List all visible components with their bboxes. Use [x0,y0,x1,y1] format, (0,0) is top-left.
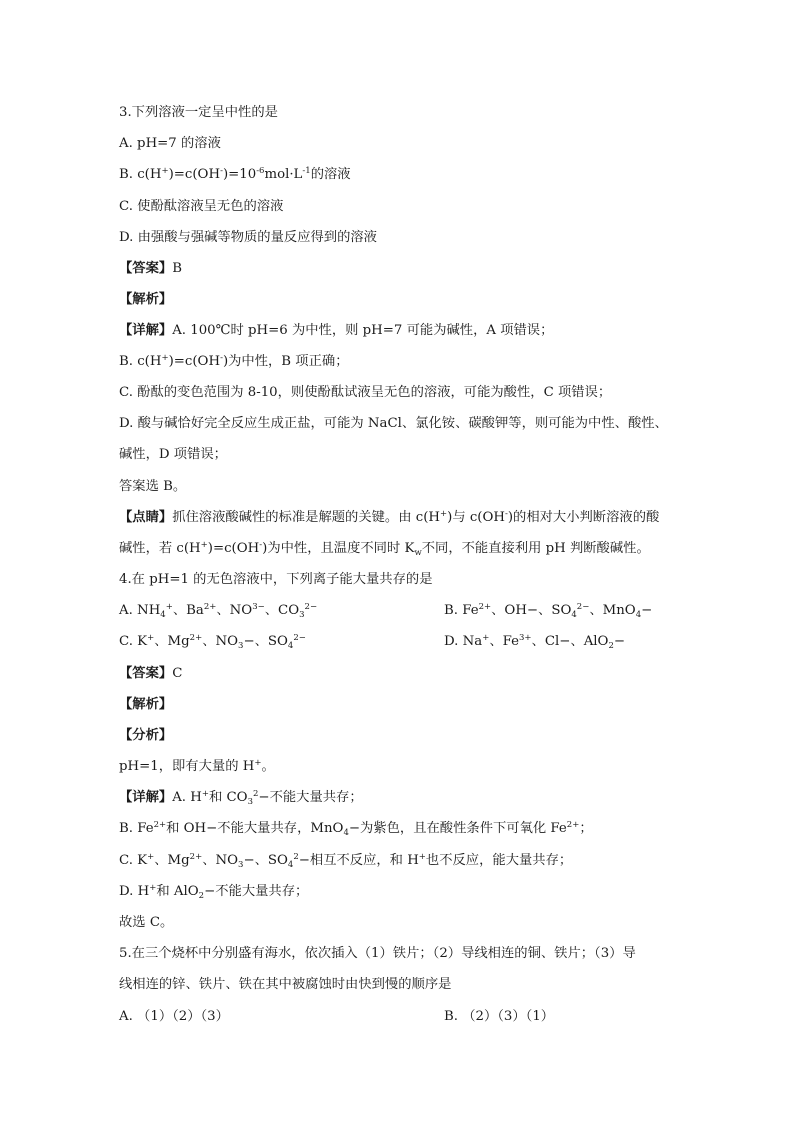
q4-option-d: D. Na+、$Fe^{3+}$、Cl−、AlO$_2$− [444,633,626,651]
q3-detail-d-line2: 碱性，D 项错误； [119,447,227,462]
q4-stem: 4.在 pH=1 的无色溶液中，下列离子能大量共存的是 [119,572,433,587]
q3-option-b: B. $c(H^+)=c(OH^-)=10^{-6}mol\cdot L^{-1}$的溶液 [119,166,351,182]
q3-option-a: A. pH=7 的溶液 [119,136,221,151]
q4-analysis-text: pH=1，即有大量的 H+。 [119,758,275,774]
q3-tip-line1: 【点睛】抓住溶液酸碱性的标准是解题的关键。由 c(H+)与 c(OH-)的相对大小判断溶液的酸 [119,509,660,525]
q5-stem-line2: 线相连的锌、铁片、铁在其中被腐蚀时由快到慢的顺序是 [119,977,452,992]
q4-detail-a: 【详解】A. H+和 $CO_3^2-$不能大量共存； [119,789,363,807]
q3-detail-b: B. c(H+)=c(OH-)为中性，B 项正确； [119,353,349,369]
q3-option-c: C. 使酚酞溶液呈无色的溶液 [119,199,284,214]
q4-answer: 【答案】C [119,666,183,681]
q3-conclusion: 答案选 B。 [119,479,187,494]
q4-analysis-heading: 【解析】 [119,697,173,712]
q4-analysis-subheading: 【分析】 [119,728,173,743]
q3-detail-c: C. 酚酞的变色范围为 8-10，则使酚酞试液呈无色的溶液，可能为酸性，C 项错误； [119,385,612,400]
q3-detail-d-line1: D. 酸与碱恰好完全反应生成正盐，可能为 NaCl、氯化铵、碳酸钾等，则可能为中性、酸性、 [119,416,668,431]
q4-option-b: B. $Fe^{2+}$、OH−、$SO_4^{2-}$、MnO$_4$− [444,602,653,620]
q3-detail-a: 【详解】A. 100℃时 pH=6 为中性，则 pH=7 可能为碱性，A 项错误； [119,323,554,338]
q4-detail-c: C. K+、$Mg^{2+}$、$NO_3-$、$SO_4^2-$相互不反应，和 H+也不反应，能大量共存； [119,852,573,870]
q3-analysis-heading: 【解析】 [119,292,173,307]
q5-stem-line1: 5.在三个烧杯中分别盛有海水，依次插入（1）铁片；（2）导线相连的铜、铁片；（3）导 [119,946,636,961]
q4-detail-d: D. H+和 AlO$_2$−不能大量共存； [119,883,309,901]
q4-conclusion: 故选 C。 [119,915,174,930]
q3-option-d: D. 由强酸与强碱等物质的量反应得到的溶液 [119,230,377,245]
q5-option-b: B. （2）（3）（1） [444,1009,555,1024]
q4-detail-b: B. $Fe^{2+}$和 OH−不能大量共存，MnO$_4$−为紫色，且在酸性条件下可氧化 $Fe^{2+}$； [119,820,593,838]
q4-option-c: C. K+、$Mg^{2+}$、$NO_3-$、$SO_4^{2-}$ [119,633,306,651]
q3-stem: 3.下列溶液一定呈中性的是 [119,105,278,120]
q3-answer: 【答案】B [119,261,182,276]
q5-option-a: A. （1）（2）（3） [119,1009,229,1024]
q3-tip-line2: 碱性，若 c(H+)=c(OH-)为中性，且温度不同时 $K_w$不同，不能直接利用 pH 判断酸碱性。 [119,540,650,558]
q4-option-a: A. $NH_4^+$、$Ba^{2+}$、$NO^{3-}$、$CO_3^{2-}$ [119,602,318,620]
